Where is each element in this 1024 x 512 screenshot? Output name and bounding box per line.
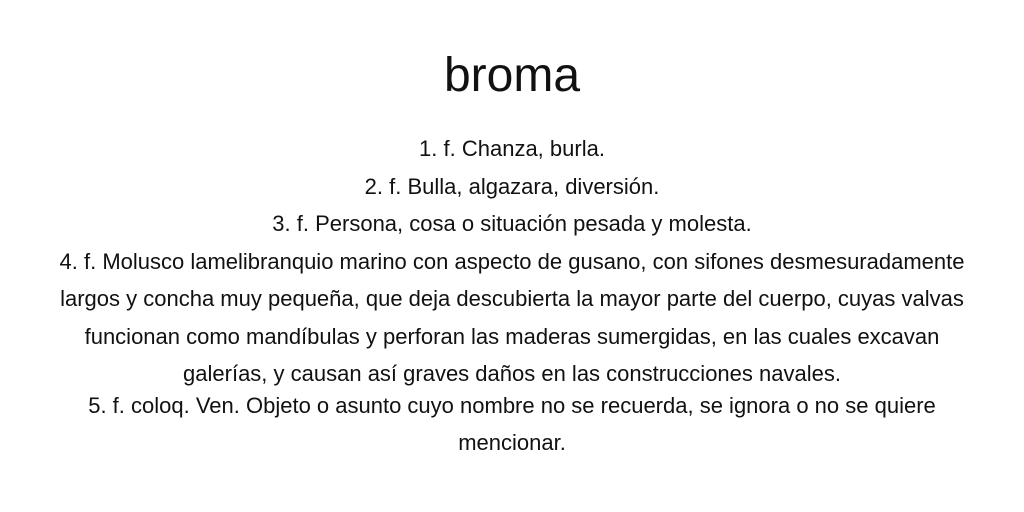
definition-item: 4. f. Molusco lamelibranquio marino con aspecto de gusano, con sifones desmesuradamente largos y concha muy pequeña, que deja descubierta la mayor parte del cuerpo, cuyas valvas funcionan como mandíbulas y perforan las maderas sumergidas, en las cuales excavan galerías, y causan así graves daños en las construcciones navales. xyxy=(59,248,965,386)
definition-list xyxy=(40,130,984,462)
headword: broma xyxy=(443,49,581,102)
definition-item: 3. f. Persona, cosa o situación pesada y molesta. xyxy=(272,211,752,236)
definition-item: 2. f. Bulla, algazara, diversión. xyxy=(364,173,660,199)
definition-item: 5. f. coloq. Ven. Objeto o asunto cuyo nombre no se recuerda, se ignora o no se quiere mencionar. xyxy=(88,392,936,455)
definition-item: 1. f. Chanza, burla. xyxy=(419,136,605,161)
